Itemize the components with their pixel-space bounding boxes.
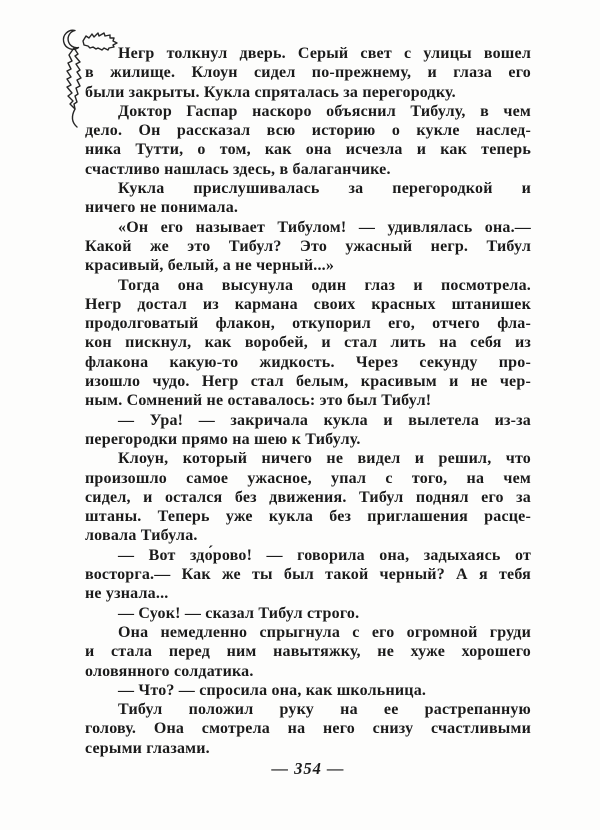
paragraph [85,179,531,218]
text-line: изошло чудо. Негр стал белым, красивым и не чер- [85,373,531,391]
text-line: продолговатый флакон, откупорил его, отчего фла- [85,315,531,333]
text-line: перегородки прямо на шею к Тибулу. [85,430,361,448]
text-line: Какой же это Тибул? Это ужасный негр. Тибул [85,237,531,255]
text-line: восторга.— Как же ты был такой черный? А я тебя [85,566,531,584]
text-line: — Вот здо́рово! — говорила она, задыхаясь от [118,546,531,564]
text-line: Клоун, который ничего не видел и решил, что [118,450,531,468]
text-line: голову. Она смотрела на него снизу счастливыми [85,720,531,738]
text-line: кон пискнул, как воробей, и стал лить на себя из [85,334,531,352]
text-line: и стала перед ним навытяжку, не хуже хорошего [85,643,531,661]
paragraph [85,449,531,545]
text-line: дело. Он рассказал всю историю о кукле наслед- [85,122,531,140]
text-line: в жилище. Клоун сидел по-прежнему, и глаза его [85,64,531,82]
text-line: Негр достал из кармана своих красных штанишек [85,295,531,313]
paragraph [85,276,531,411]
text-line: Она немедленно спрыгнула с его огромной груди [118,623,531,641]
text-line: «Он его называет Тибулом! — удивлялась она.— [118,218,531,236]
text-line: флакона какую-то жидкость. Через секунду про- [85,353,531,371]
paragraph [85,546,531,604]
paragraph [85,44,531,102]
text-line: произошло самое ужасное, упал с того, на чем [85,469,531,487]
text-line: Негр толкнул дверь. Серый свет с улицы вошел [118,45,531,62]
text-line: Доктор Гаспар наскоро объяснил Тибулу, в чем [118,102,531,120]
paragraph [85,681,531,700]
paragraph [85,411,531,450]
text-line: серыми глазами. [85,739,210,757]
text-line: сидел, и остался без движения. Тибул поднял его за [85,488,531,506]
text-line: счастливо нашлась здесь, в балаганчике. [85,160,391,178]
paragraph [85,604,531,623]
paragraph [85,700,531,758]
text-line: ничего не понимала. [85,199,239,217]
paragraph [85,102,531,179]
text-line: — Суок! — сказал Тибул строго. [118,604,360,622]
text-line: Кукла прислушивалась за перегородкой и [118,180,531,198]
paragraph [85,218,531,276]
text-line: Тибул положил руку на ее растрепанную [118,701,531,719]
page-text-block [85,44,531,758]
text-line: не узнала... [85,585,169,603]
text-line: — Что? — спросила она, как школьница. [118,681,427,699]
text-line: ника Тутти, о том, как она исчезла и как теперь [85,141,531,159]
paragraph [85,623,531,681]
text-line: были закрыты. Кукла спряталась за перегородку. [85,83,456,101]
text-line: оловянного солдатика. [85,662,254,680]
page-number: — 354 — [271,759,345,778]
text-line: красивый, белый, а не черный...» [85,257,335,275]
text-line: ным. Сомнений не оставалось: это был Тибул! [85,392,432,410]
text-line: — Ура! — закричала кукла и вылетела из-за [118,411,531,429]
text-line: Тогда она высунула один глаз и посмотрела. [118,276,531,294]
text-line: ловала Тибула. [85,527,198,545]
text-line: штаны. Теперь уже кукла без приглашения расце- [85,508,531,526]
